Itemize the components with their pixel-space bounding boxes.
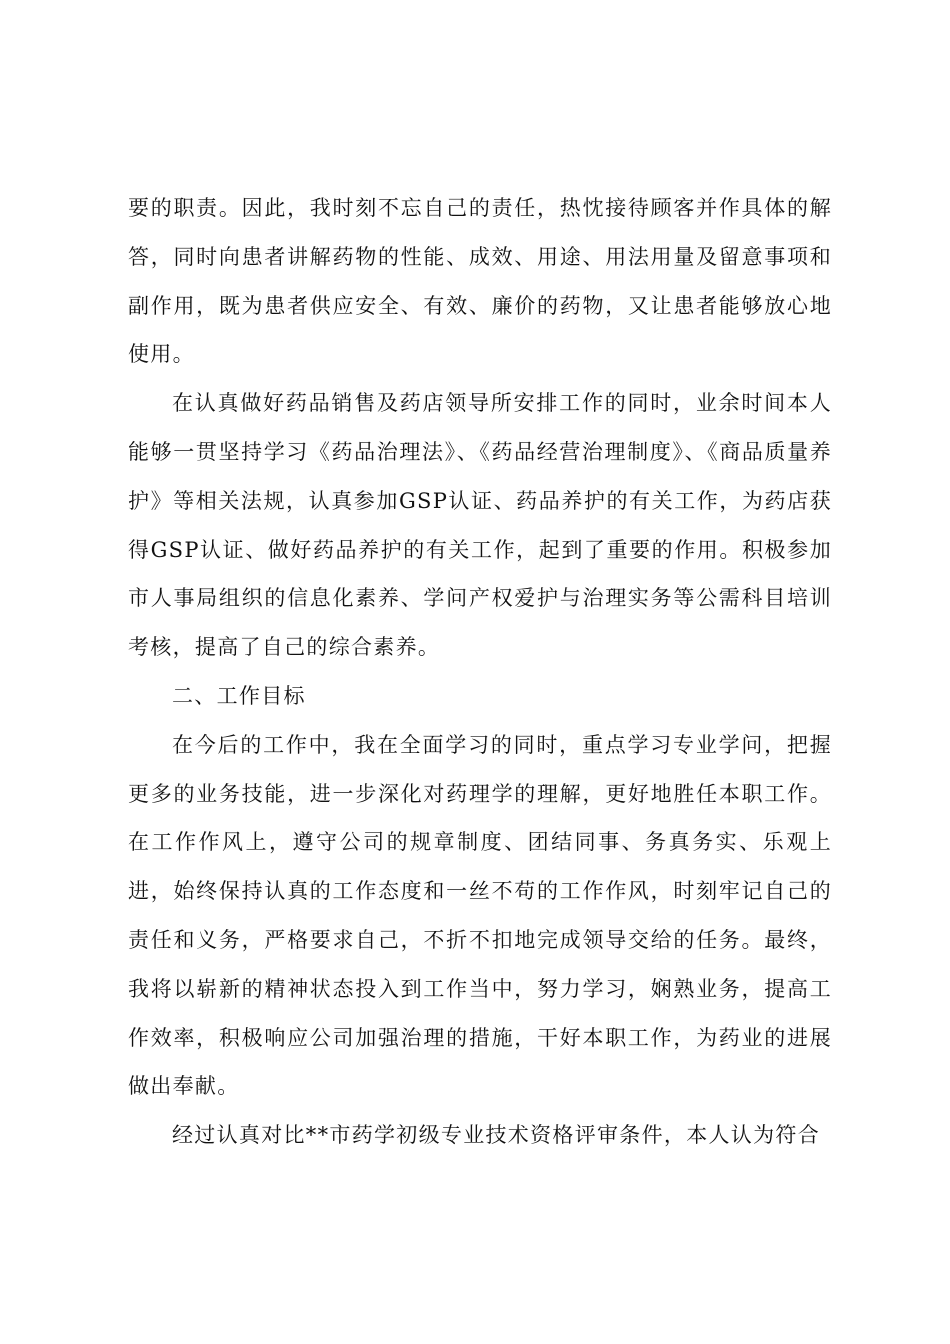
paragraph-qualification: 经过认真对比**市药学初级专业技术资格评审条件，本人认为符合 <box>172 1123 820 1148</box>
document-body <box>128 184 832 1160</box>
paragraph-responsibility: 要的职责。因此，我时刻不忘自己的责任，热忱接待顾客并作具体的解答，同时向患者讲解药物的性能、成效、用途、用法用量及留意事项和副作用，既为患者供应安全、有效、廉价的药物，又让患者能够放心地使用。 <box>128 196 832 367</box>
section-heading-work-goals: 二、工作目标 <box>172 683 306 708</box>
paragraph-study: 在认真做好药品销售及药店领导所安排工作的同时，业余时间本人能够一贯坚持学习《药品治理法》、《药品经营治理制度》、《商品质量养护》等相关法规，认真参加GSP认证、药品养护的有关工作，为药店获得GSP认证、做好药品养护的有关工作，起到了重要的作用。积极参加市人事局组织的信息化素养、学问产权爱护与治理实务等公需科目培训考核，提高了自己的综合素养。 <box>128 391 832 660</box>
paragraph-work-goals: 在今后的工作中，我在全面学习的同时，重点学习专业学问，把握更多的业务技能，进一步深化对药理学的理解，更好地胜任本职工作。在工作作风上，遵守公司的规章制度、团结同事、务真务实、乐观上进，始终保持认真的工作态度和一丝不苟的工作作风，时刻牢记自己的责任和义务，严格要求自己，不折不扣地完成领导交给的任务。最终，我将以崭新的精神状态投入到工作当中，努力学习，娴熟业务，提高工作效率，积极响应公司加强治理的措施，干好本职工作，为药业的进展做出奉献。 <box>128 732 832 1099</box>
